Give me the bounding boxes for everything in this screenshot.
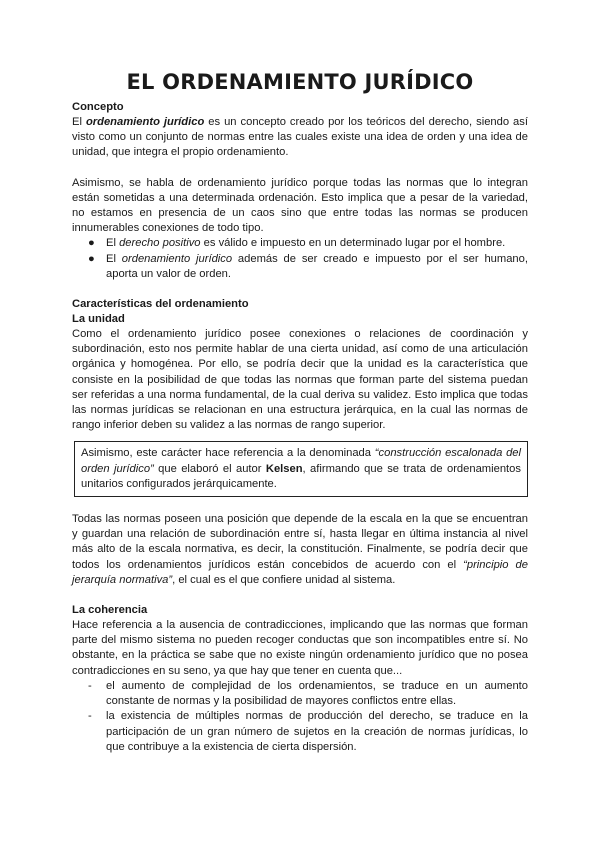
kelsen-callout-box xyxy=(74,441,528,497)
concepto-bullet-list xyxy=(72,236,528,282)
kelsen-callout-text: Asimismo, este carácter hace referencia a la denominada “construcción escalonada del orden jurídico” que elaboró el autor Kelsen, afirmando que se trata de ordenamientos unitarios configurados jerárquicamente. xyxy=(81,447,521,490)
list-item: ● El derecho positivo es válido e impuesto en un determinado lugar por el hombre. xyxy=(88,237,506,250)
subheading-coherencia: La coherencia xyxy=(72,604,148,617)
document-page xyxy=(72,70,528,755)
list-item: - la existencia de múltiples normas de producción del derecho, se traduce en la participación de un gran número de sujetos en la creación de normas jurídicas, lo que contribuye a la existencia de cierta dispersión. xyxy=(88,710,528,753)
list-item: - el aumento de complejidad de los ordenamientos, se traduce en un aumento constante de normas y la posibilidad de mayores conflictos entre ellas. xyxy=(88,679,528,708)
list-item: ● El ordenamiento jurídico además de ser creado e impuesto por el ser humano, aporta un valor de orden. xyxy=(88,252,528,280)
kelsen-name: Kelsen xyxy=(265,462,303,475)
coherencia-dash-list xyxy=(72,679,528,755)
emphasis-ordenamiento: ordenamiento jurídico xyxy=(85,116,205,128)
unidad-paragraph-2: Todas las normas poseen una posición que depende de la escala en la que se encuentran y guardan una relación de subordinación entre sí, hasta llegar en última instancia al nivel más alto de la escala normativa, es decir, la constitución. Finalmente, se podría decir que todos los ordenamientos jurídicos están concebidos de acuerdo con el “principio de jerarquía normativa”, el cual es el que confiere unidad al sistema. xyxy=(72,513,528,586)
concepto-paragraph-1: El ordenamiento jurídico es un concepto creado por los teóricos del derecho, siendo así visto como un conjunto de normas entre las cuales existe una idea de orden y una idea de unidad, que integra el propio ordenamiento. xyxy=(72,116,528,159)
coherencia-paragraph-1: Hace referencia a la ausencia de contradicciones, implicando que las normas que forman parte del mismo sistema no pueden recoger conductas que son incompatibles entre sí. No obstante, en la práctica se sabe que no existe ningún ordenamiento jurídico que no posea contradicciones en su seno, ya que hay que tener en cuenta que... xyxy=(72,619,528,677)
section-heading-caracteristicas: Características del ordenamiento xyxy=(72,298,249,311)
subheading-unidad: La unidad xyxy=(72,313,125,326)
section-heading-concepto: Concepto xyxy=(72,101,124,113)
page-title: EL ORDENAMIENTO JURÍDICO xyxy=(126,70,474,94)
concepto-paragraph-2: Asimismo, se habla de ordenamiento jurídico porque todas las normas que lo integran están sometidas a una determinada ordenación. Esto implica que a pesar de la variedad, no estamos en presencia de un caos sino que entre todas las normas se producen innumerables conexiones de todo tipo. xyxy=(72,176,528,235)
unidad-paragraph-1: Como el ordenamiento jurídico posee conexiones o relaciones de coordinación y subordinación, esto nos permite hablar de una cierta unidad, así como de una articulación orgánica y homogénea. Por ello, se podría decir que la unidad es la característica que consiste en la posibilidad de que todas las normas que forman parte del sistema puedan ser referidas a una norma fundamental, de la cual deriva su validez. Esto implica que todas las normas jurídicas se relacionan en una estructura jerárquica, en la cual las normas de rango inferior deben su validez a las normas de rango superior. xyxy=(72,328,528,432)
